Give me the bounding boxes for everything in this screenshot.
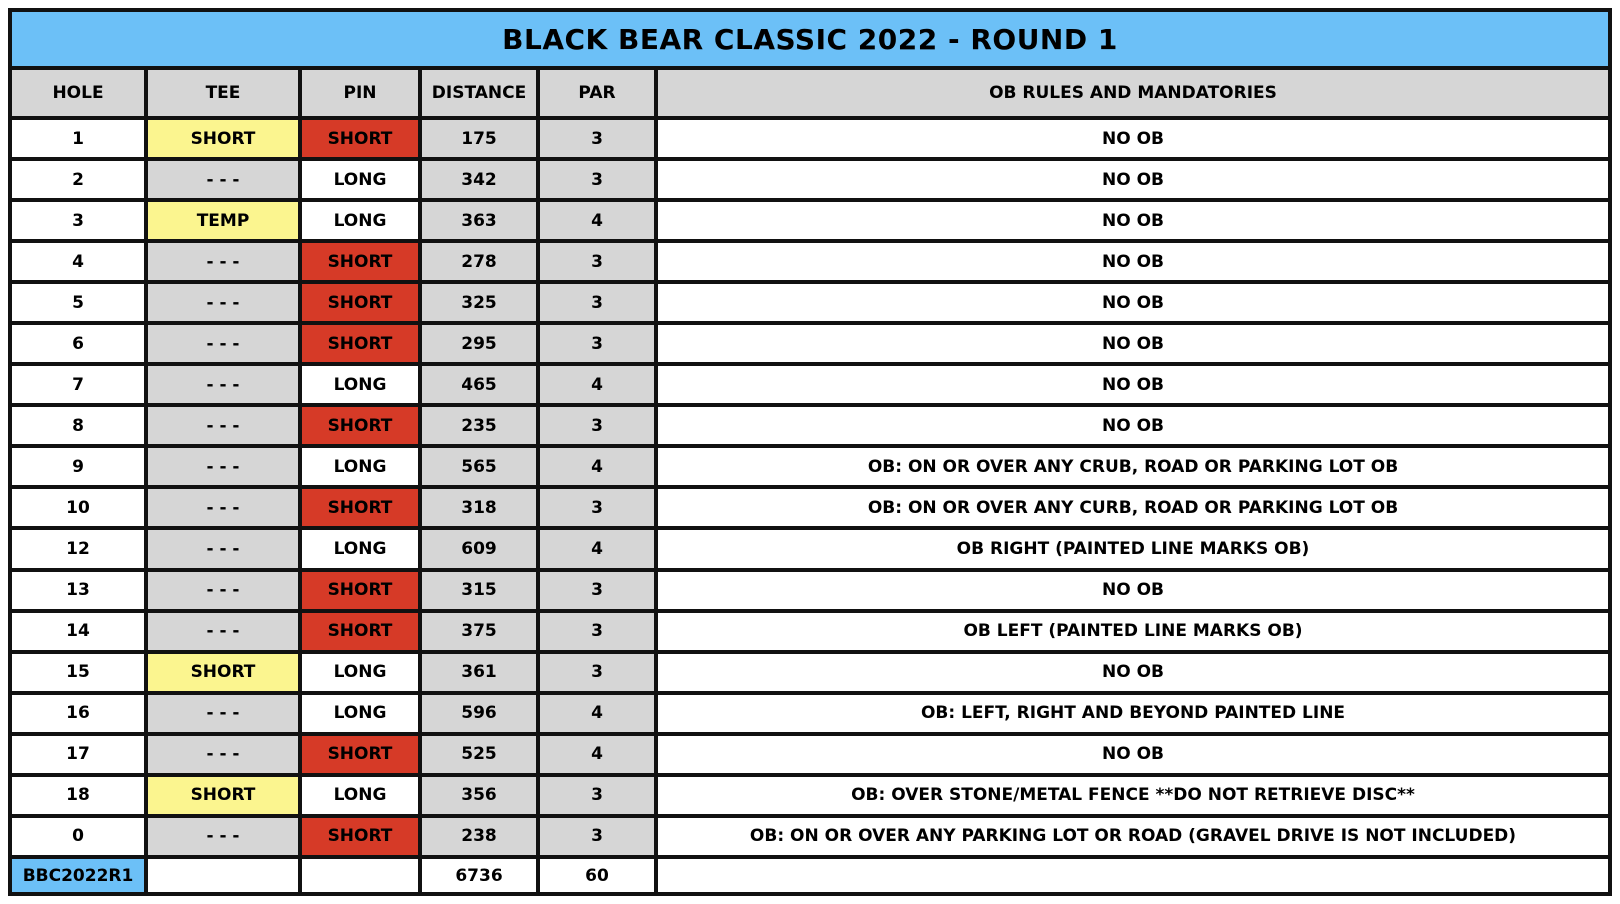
cell-pin: LONG	[300, 652, 420, 693]
cell-tee: TEMP	[146, 200, 300, 241]
cell-distance: 295	[420, 323, 538, 364]
cell-rules: NO OB	[656, 200, 1610, 241]
footer-pin	[300, 857, 420, 894]
hole-table	[8, 8, 1612, 896]
cell-rules: NO OB	[656, 405, 1610, 446]
cell-hole: 9	[10, 446, 146, 487]
cell-distance: 315	[420, 570, 538, 611]
cell-pin: SHORT	[300, 405, 420, 446]
cell-tee: - - -	[146, 693, 300, 734]
cell-rules: NO OB	[656, 282, 1610, 323]
cell-pin: LONG	[300, 693, 420, 734]
cell-pin: LONG	[300, 528, 420, 569]
cell-distance: 375	[420, 611, 538, 652]
cell-distance: 596	[420, 693, 538, 734]
footer-tee	[146, 857, 300, 894]
cell-tee: - - -	[146, 405, 300, 446]
cell-hole: 1	[10, 118, 146, 159]
cell-tee: - - -	[146, 611, 300, 652]
header-rules: OB RULES AND MANDATORIES	[656, 68, 1610, 118]
cell-tee: - - -	[146, 159, 300, 200]
table-row	[10, 816, 1610, 857]
table-row	[10, 405, 1610, 446]
cell-tee: - - -	[146, 528, 300, 569]
cell-pin: LONG	[300, 159, 420, 200]
cell-pin: SHORT	[300, 118, 420, 159]
cell-hole: 14	[10, 611, 146, 652]
table-row	[10, 611, 1610, 652]
cell-tee: - - -	[146, 282, 300, 323]
cell-rules: OB: LEFT, RIGHT AND BEYOND PAINTED LINE	[656, 693, 1610, 734]
cell-hole: 5	[10, 282, 146, 323]
cell-pin: SHORT	[300, 323, 420, 364]
cell-pin: SHORT	[300, 611, 420, 652]
cell-distance: 238	[420, 816, 538, 857]
header-tee: TEE	[146, 68, 300, 118]
table-row	[10, 159, 1610, 200]
cell-par: 4	[538, 528, 656, 569]
table-row	[10, 446, 1610, 487]
cell-pin: SHORT	[300, 282, 420, 323]
cell-par: 4	[538, 693, 656, 734]
cell-par: 3	[538, 282, 656, 323]
cell-tee: - - -	[146, 446, 300, 487]
table-row	[10, 693, 1610, 734]
cell-distance: 525	[420, 734, 538, 775]
cell-distance: 325	[420, 282, 538, 323]
cell-par: 3	[538, 775, 656, 816]
cell-par: 3	[538, 241, 656, 282]
cell-pin: SHORT	[300, 816, 420, 857]
header-distance: DISTANCE	[420, 68, 538, 118]
cell-distance: 465	[420, 364, 538, 405]
header-row	[10, 68, 1610, 118]
cell-distance: 318	[420, 487, 538, 528]
table-row	[10, 775, 1610, 816]
cell-pin: LONG	[300, 364, 420, 405]
cell-tee: SHORT	[146, 118, 300, 159]
cell-par: 4	[538, 364, 656, 405]
cell-hole: 7	[10, 364, 146, 405]
total-par: 60	[538, 857, 656, 894]
cell-par: 3	[538, 487, 656, 528]
cell-pin: SHORT	[300, 570, 420, 611]
cell-hole: 0	[10, 816, 146, 857]
cell-tee: - - -	[146, 323, 300, 364]
cell-pin: LONG	[300, 446, 420, 487]
cell-par: 3	[538, 570, 656, 611]
header-hole: HOLE	[10, 68, 146, 118]
table-row	[10, 652, 1610, 693]
cell-distance: 342	[420, 159, 538, 200]
cell-hole: 13	[10, 570, 146, 611]
table-row	[10, 570, 1610, 611]
cell-distance: 609	[420, 528, 538, 569]
cell-tee: - - -	[146, 487, 300, 528]
table-row	[10, 528, 1610, 569]
cell-hole: 10	[10, 487, 146, 528]
cell-par: 3	[538, 323, 656, 364]
cell-pin: LONG	[300, 775, 420, 816]
table-row	[10, 323, 1610, 364]
table-row	[10, 282, 1610, 323]
header-pin: PIN	[300, 68, 420, 118]
cell-rules: NO OB	[656, 570, 1610, 611]
cell-tee: - - -	[146, 734, 300, 775]
cell-rules: NO OB	[656, 364, 1610, 405]
scorecard-sheet	[8, 8, 1612, 896]
cell-hole: 12	[10, 528, 146, 569]
cell-distance: 175	[420, 118, 538, 159]
cell-rules: NO OB	[656, 652, 1610, 693]
round-code: BBC2022R1	[10, 857, 146, 894]
cell-par: 3	[538, 159, 656, 200]
cell-distance: 356	[420, 775, 538, 816]
cell-rules: NO OB	[656, 734, 1610, 775]
cell-distance: 565	[420, 446, 538, 487]
cell-hole: 8	[10, 405, 146, 446]
cell-hole: 15	[10, 652, 146, 693]
cell-distance: 361	[420, 652, 538, 693]
cell-tee: - - -	[146, 570, 300, 611]
cell-tee: - - -	[146, 816, 300, 857]
page-title: BLACK BEAR CLASSIC 2022 - ROUND 1	[10, 10, 1610, 68]
cell-tee: - - -	[146, 241, 300, 282]
cell-rules: NO OB	[656, 118, 1610, 159]
cell-pin: SHORT	[300, 241, 420, 282]
cell-rules: OB LEFT (PAINTED LINE MARKS OB)	[656, 611, 1610, 652]
cell-distance: 278	[420, 241, 538, 282]
cell-rules: NO OB	[656, 241, 1610, 282]
cell-tee: SHORT	[146, 652, 300, 693]
cell-rules: OB: ON OR OVER ANY CRUB, ROAD OR PARKING LOT OB	[656, 446, 1610, 487]
footer-rules	[656, 857, 1610, 894]
cell-distance: 235	[420, 405, 538, 446]
cell-tee: SHORT	[146, 775, 300, 816]
cell-rules: OB: ON OR OVER ANY CURB, ROAD OR PARKING LOT OB	[656, 487, 1610, 528]
cell-pin: LONG	[300, 200, 420, 241]
cell-pin: SHORT	[300, 487, 420, 528]
cell-hole: 6	[10, 323, 146, 364]
table-row	[10, 734, 1610, 775]
cell-par: 3	[538, 816, 656, 857]
cell-par: 4	[538, 200, 656, 241]
table-row	[10, 364, 1610, 405]
cell-rules: NO OB	[656, 323, 1610, 364]
cell-par: 4	[538, 734, 656, 775]
total-distance: 6736	[420, 857, 538, 894]
table-row	[10, 118, 1610, 159]
cell-hole: 2	[10, 159, 146, 200]
cell-hole: 17	[10, 734, 146, 775]
cell-par: 3	[538, 652, 656, 693]
hole-rows	[10, 118, 1610, 857]
cell-tee: - - -	[146, 364, 300, 405]
cell-rules: OB: OVER STONE/METAL FENCE **DO NOT RETRIEVE DISC**	[656, 775, 1610, 816]
cell-hole: 18	[10, 775, 146, 816]
cell-rules: NO OB	[656, 159, 1610, 200]
totals-row	[10, 857, 1610, 894]
cell-par: 3	[538, 611, 656, 652]
cell-par: 4	[538, 446, 656, 487]
cell-rules: OB RIGHT (PAINTED LINE MARKS OB)	[656, 528, 1610, 569]
table-row	[10, 200, 1610, 241]
cell-hole: 4	[10, 241, 146, 282]
table-row	[10, 487, 1610, 528]
header-par: PAR	[538, 68, 656, 118]
cell-pin: SHORT	[300, 734, 420, 775]
table-row	[10, 241, 1610, 282]
cell-rules: OB: ON OR OVER ANY PARKING LOT OR ROAD (GRAVEL DRIVE IS NOT INCLUDED)	[656, 816, 1610, 857]
cell-hole: 16	[10, 693, 146, 734]
cell-par: 3	[538, 405, 656, 446]
cell-hole: 3	[10, 200, 146, 241]
cell-distance: 363	[420, 200, 538, 241]
cell-par: 3	[538, 118, 656, 159]
